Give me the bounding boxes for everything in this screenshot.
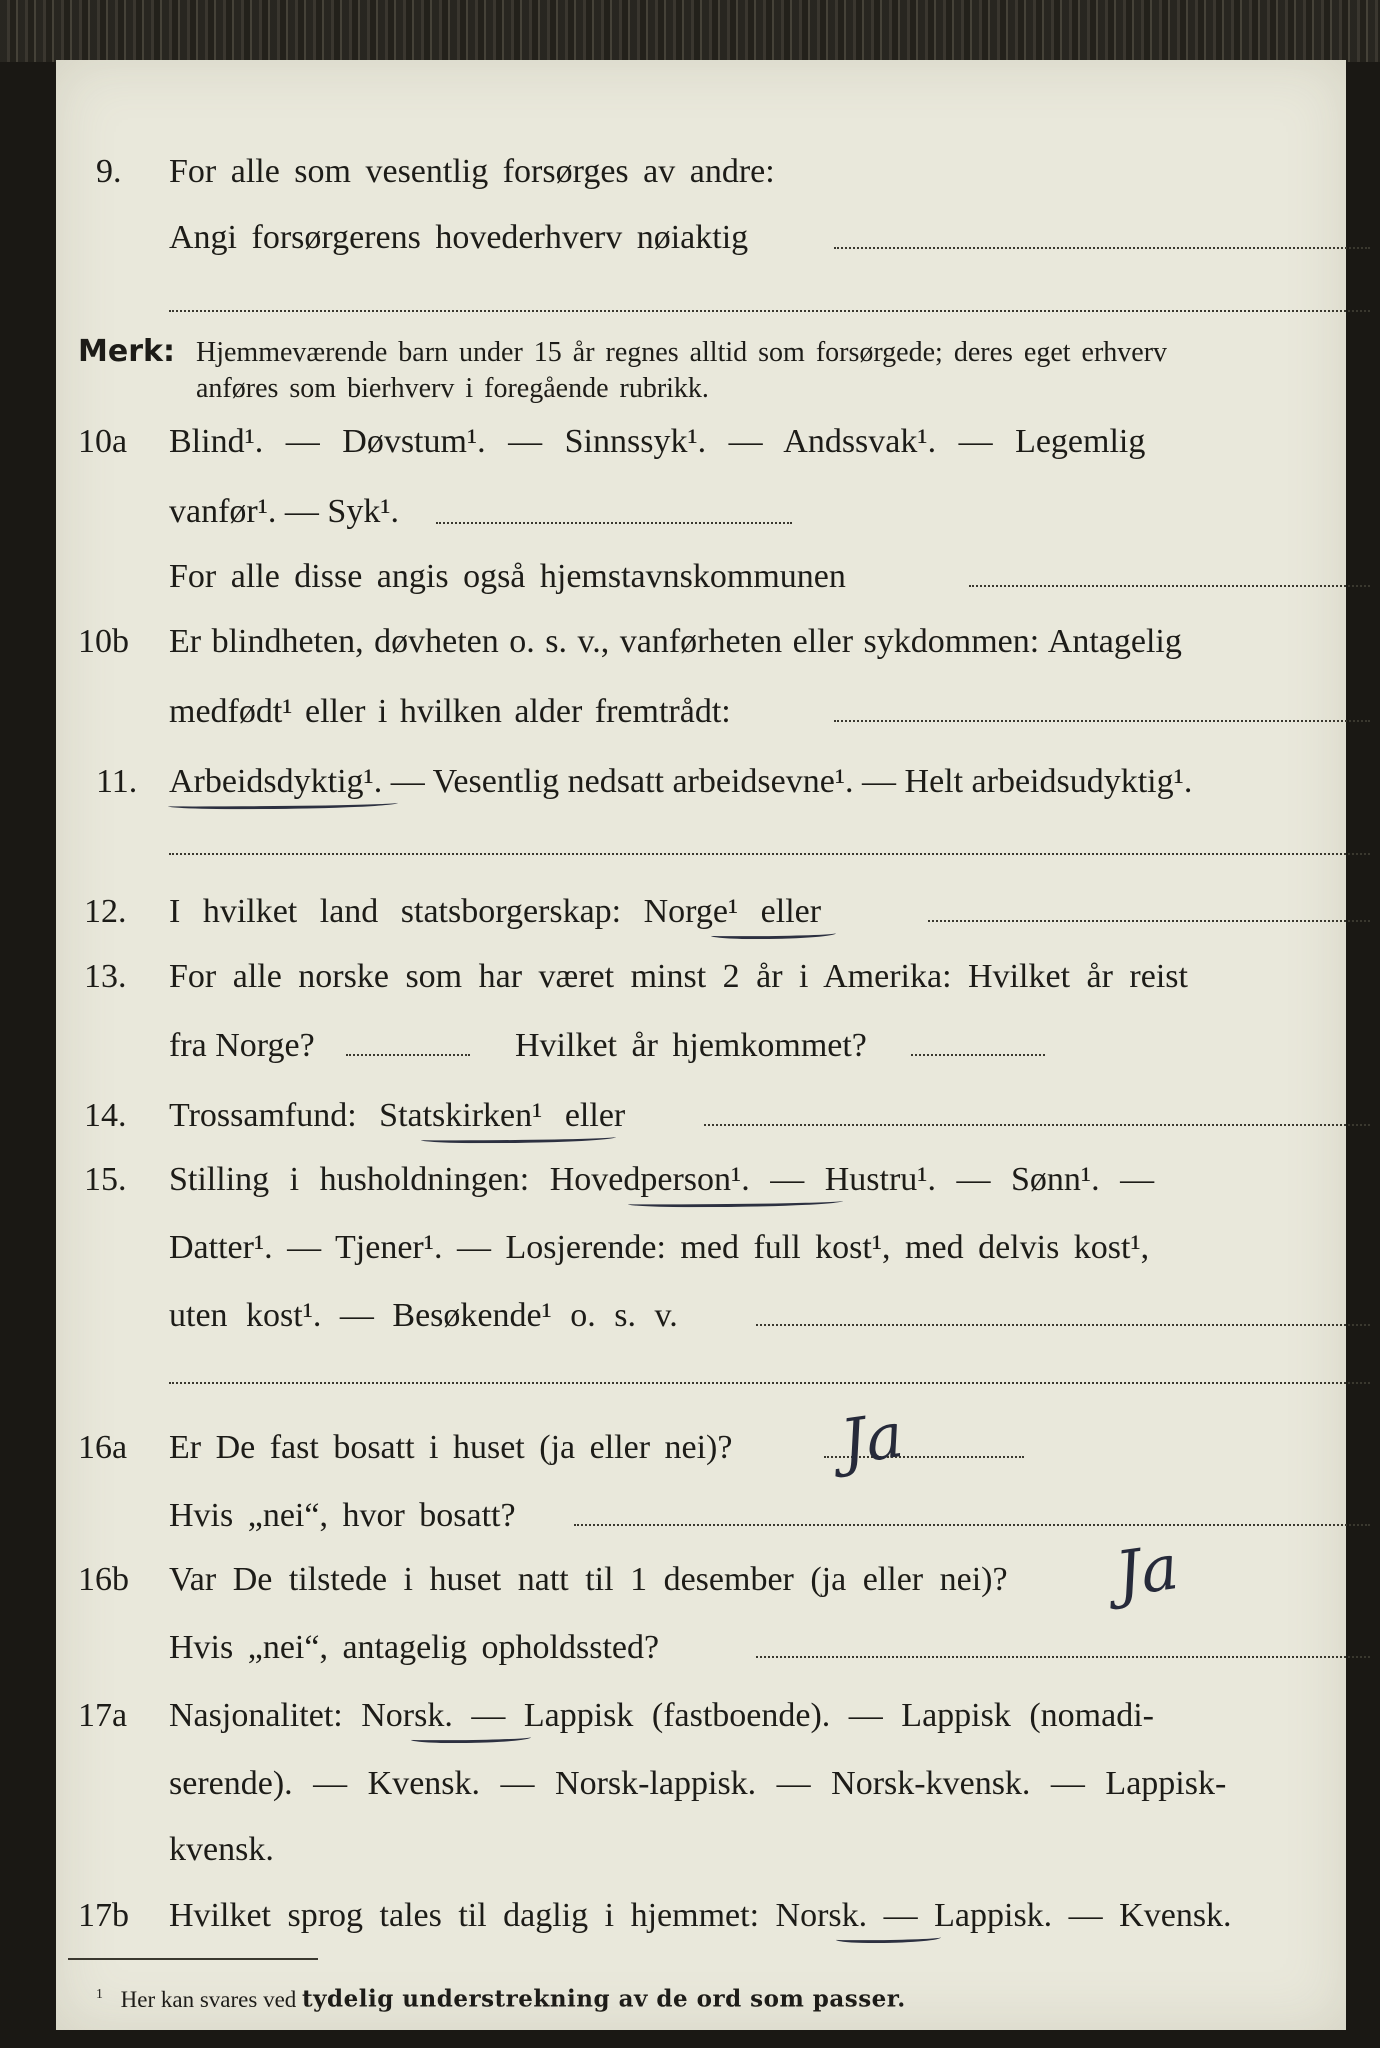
question-10a-line-3: For alle disse angis også hjemstavnskommunen <box>169 558 846 595</box>
underline-norge <box>711 930 836 940</box>
census-form-page <box>56 60 1346 2030</box>
question-17a-line-2: serende). — Kvensk. — Norsk-lappisk. — Norsk-kvensk. — Lappisk- <box>169 1765 1227 1802</box>
question-9-number: 9. <box>96 153 122 190</box>
underline-norsk-17b <box>836 1934 941 1944</box>
question-10a-number: 10a <box>78 423 128 460</box>
question-15-line-2: Datter¹. — Tjener¹. — Losjerende: med full kost¹, med delvis kost¹, <box>169 1229 1150 1266</box>
question-16a-line-2: Hvis „nei“, hvor bosatt? <box>169 1497 516 1534</box>
question-15-number: 15. <box>84 1161 127 1198</box>
question-10b-number: 10b <box>78 623 129 660</box>
footnote-rule <box>68 1958 318 1960</box>
question-9-line-1: For alle som vesentlig forsørges av andre: <box>169 153 775 190</box>
question-13-reist-line[interactable] <box>346 1054 470 1056</box>
question-16a-bosatt-line[interactable] <box>574 1524 1370 1526</box>
handwritten-answer-16a: Ja <box>836 1398 908 1479</box>
handwritten-answer-16b: Ja <box>1111 1530 1183 1611</box>
question-15-line-1: Stilling i husholdningen: Hovedperson¹. — Hustru¹. — Sønn¹. — <box>169 1161 1155 1198</box>
question-13-line-2a: fra Norge? <box>169 1027 315 1064</box>
question-13-hjemkommet-line[interactable] <box>911 1054 1045 1056</box>
question-15-line-3: uten kost¹. — Besøkende¹ o. s. v. <box>169 1297 678 1334</box>
question-10a-line-1: Blind¹. — Døvstum¹. — Sinnssyk¹. — Andssvak¹. — Legemlig <box>169 423 1146 460</box>
question-17a-line-1: Nasjonalitet: Norsk. — Lappisk (fastboende). — Lappisk (nomadi- <box>169 1697 1154 1734</box>
question-15-answer-line[interactable] <box>756 1324 1370 1326</box>
underline-hovedperson <box>628 1197 843 1208</box>
merk-line-2: anføres som bierhverv i foregående rubrikk. <box>196 373 709 404</box>
question-13-number: 13. <box>84 958 127 995</box>
question-17b-line-1: Hvilket sprog tales til daglig i hjemmet: Norsk. — Lappisk. — Kvensk. <box>169 1897 1232 1934</box>
question-10a-answer-line[interactable] <box>436 522 792 524</box>
question-14-line-1: Trossamfund: Statskirken¹ eller <box>169 1097 626 1134</box>
question-10a-kommune-line[interactable] <box>969 585 1370 587</box>
question-17b-number: 17b <box>78 1897 129 1934</box>
question-10a-line-2: vanfør¹. — Syk¹. <box>169 493 400 530</box>
underline-norsk-17a <box>411 1734 531 1744</box>
question-10b-line-2: medfødt¹ eller i hvilken alder fremtrådt: <box>169 693 731 730</box>
question-17a-number: 17a <box>78 1697 128 1734</box>
question-14-number: 14. <box>84 1097 127 1134</box>
footnote-bold-text: tydelig understrekning av de ord som passer. <box>302 1985 906 2013</box>
question-16a-number: 16a <box>78 1429 128 1466</box>
footnote-marker: 1 <box>96 1986 103 2001</box>
question-10b-answer-line[interactable] <box>834 720 1370 722</box>
question-11-answer-line[interactable] <box>169 853 1370 855</box>
question-16b-line-2: Hvis „nei“, antagelig opholdssted? <box>169 1629 660 1666</box>
question-15-answer-line-2[interactable] <box>169 1382 1370 1384</box>
question-16a-line-1: Er De fast bosatt i huset (ja eller nei)? <box>169 1429 733 1466</box>
question-17a-line-3: kvensk. <box>169 1831 274 1868</box>
merk-label: Merk: <box>78 334 175 369</box>
question-16b-number: 16b <box>78 1561 129 1598</box>
footnote-text: Her kan svares ved <box>120 1986 297 2012</box>
merk-line-1: Hjemmeværende barn under 15 år regnes alltid som forsørgede; deres eget erhverv <box>196 337 1168 368</box>
question-13-line-1: For alle norske som har været minst 2 år i Amerika: Hvilket år reist <box>169 958 1188 995</box>
underline-arbeidsdyktig <box>168 799 398 810</box>
footnote <box>96 1974 906 2020</box>
question-11-line-1: Arbeidsdyktig¹. — Vesentlig nedsatt arbeidsevne¹. — Helt arbeidsudyktig¹. <box>169 763 1193 800</box>
question-12-answer-line[interactable] <box>928 920 1370 922</box>
question-16b-opholdssted-line[interactable] <box>756 1656 1370 1658</box>
question-12-number: 12. <box>84 893 127 930</box>
question-10b-line-1: Er blindheten, døvheten o. s. v., vanførheten eller sykdommen: Antagelig <box>169 623 1182 660</box>
underline-statskirken <box>421 1133 616 1143</box>
question-9-line-2: Angi forsørgerens hovederhverv nøiaktig <box>169 219 749 256</box>
question-9-answer-line-2[interactable] <box>169 310 1370 312</box>
question-13-line-2b: Hvilket år hjemkommet? <box>515 1027 867 1064</box>
question-9-answer-line[interactable] <box>834 247 1370 249</box>
question-16b-line-1: Var De tilstede i huset natt til 1 desember (ja eller nei)? <box>169 1561 1008 1598</box>
question-14-answer-line[interactable] <box>704 1124 1370 1126</box>
question-11-number: 11. <box>96 763 138 800</box>
question-12-line-1: I hvilket land statsborgerskap: Norge¹ eller <box>169 893 822 930</box>
scan-edge <box>0 0 1380 62</box>
